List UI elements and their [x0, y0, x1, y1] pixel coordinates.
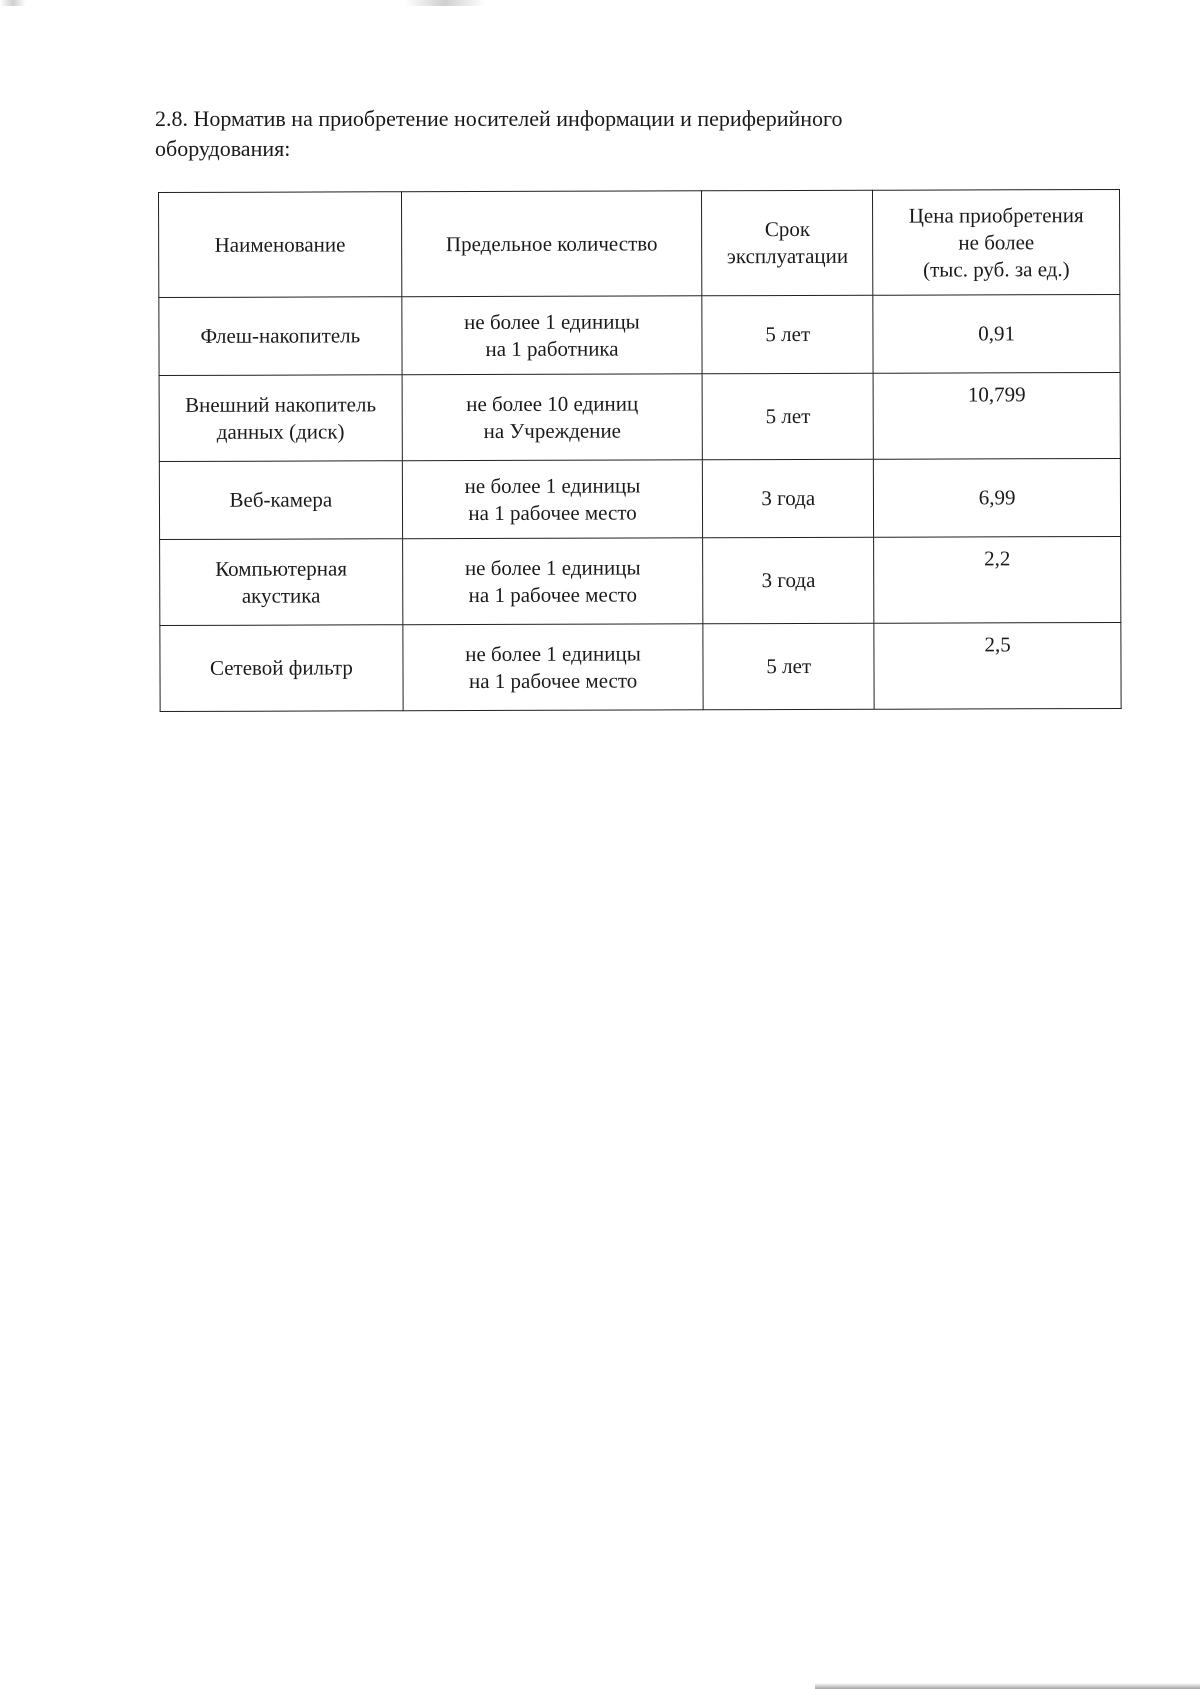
- cell-name: Компьютерная акустика: [160, 539, 403, 626]
- table-row: [160, 622, 1121, 711]
- cell-quantity: не более 1 единицы на 1 рабочее место: [403, 624, 704, 711]
- header-price: Цена приобретения не более (тыс. руб. за ед.): [873, 189, 1120, 295]
- cell-term: 5 лет: [702, 373, 873, 460]
- cell-quantity: не более 1 единицы на 1 работника: [402, 296, 703, 375]
- cell-name: Сетевой фильтр: [160, 625, 403, 712]
- header-term: Срок эксплуатации: [702, 190, 873, 296]
- cell-name: Внешний накопитель данных (диск): [159, 375, 402, 462]
- equipment-norms-table: [158, 189, 1122, 712]
- table-row: [159, 458, 1120, 539]
- scan-edge-shadow: [815, 1683, 1200, 1689]
- cell-quantity: не более 1 единицы на 1 рабочее место: [402, 538, 703, 625]
- cell-quantity: не более 10 единиц на Учреждение: [402, 374, 703, 461]
- cell-quantity: не более 1 единицы на 1 рабочее место: [402, 460, 703, 539]
- cell-price: 2,2: [874, 536, 1121, 623]
- cell-price: 0,91: [873, 294, 1120, 373]
- cell-name: Флеш-накопитель: [159, 297, 402, 376]
- cell-price: 6,99: [874, 458, 1121, 537]
- cell-term: 3 года: [703, 459, 874, 538]
- section-heading-line-1: 2.8. Норматив на приобретение носителей информации и периферийного: [155, 106, 843, 131]
- scan-artifact: [405, 0, 485, 6]
- table-row: [160, 536, 1121, 625]
- cell-price: 2,5: [874, 622, 1121, 709]
- cell-term: 5 лет: [702, 295, 873, 374]
- table-row: [159, 372, 1120, 461]
- cell-term: 5 лет: [703, 623, 874, 710]
- cell-price: 10,799: [873, 372, 1120, 459]
- section-heading: [155, 104, 1073, 164]
- cell-term: 3 года: [703, 537, 874, 624]
- cell-name: Веб-камера: [159, 461, 402, 540]
- header-name: Наименование: [159, 192, 402, 298]
- table-header-row: [159, 189, 1120, 297]
- section-heading-line-2: оборудования:: [155, 136, 291, 161]
- table-row: [159, 294, 1120, 375]
- scan-artifact: [0, 0, 26, 6]
- header-quantity: Предельное количество: [401, 191, 702, 297]
